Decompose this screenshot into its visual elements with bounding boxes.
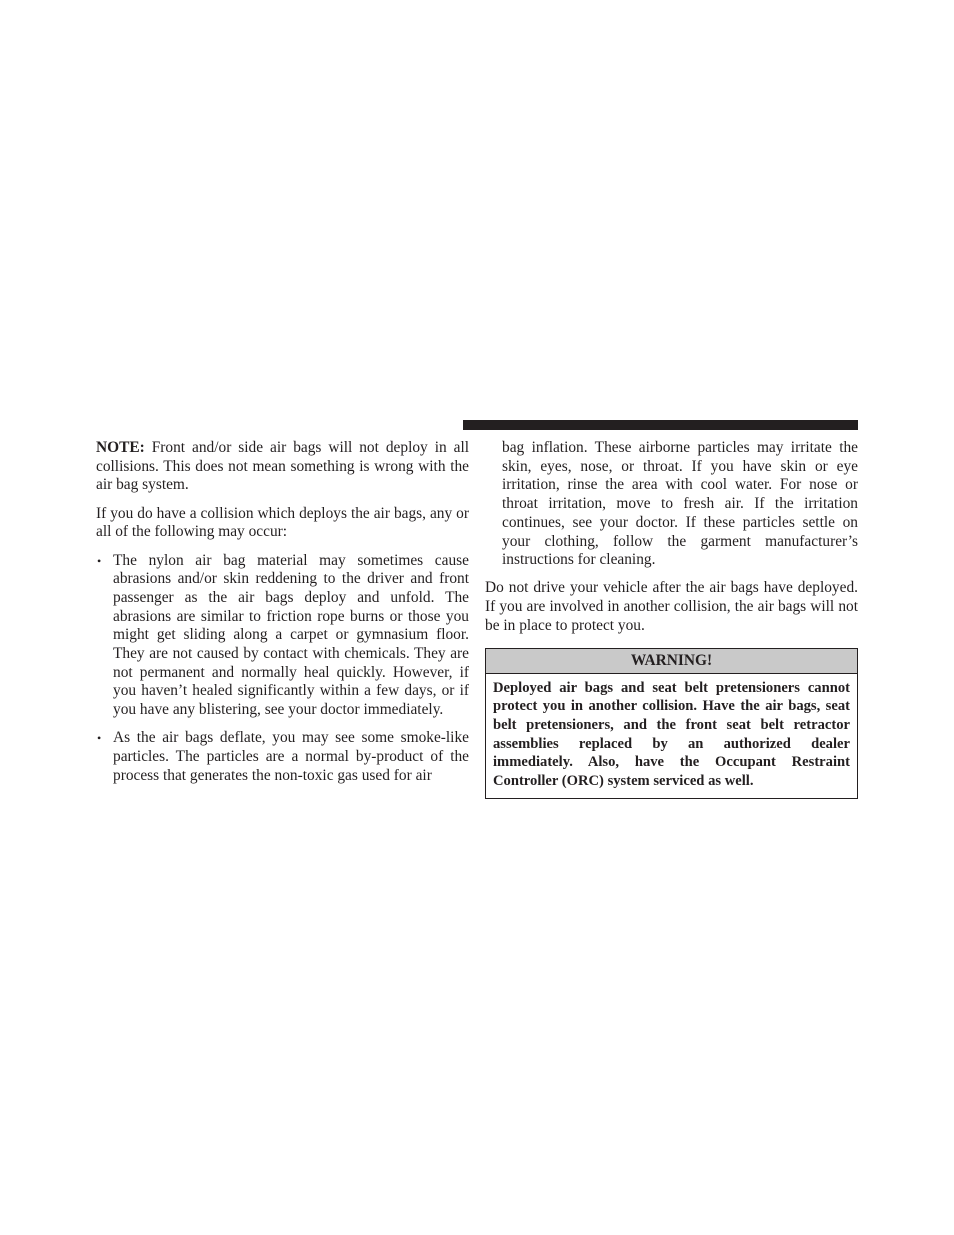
effects-list xyxy=(96,552,469,786)
section-header-bar xyxy=(463,420,858,430)
no-drive-paragraph: Do not drive your vehicle after the air bags have deployed. If you are involved in another collision, the air bags will not be in place to protect you. xyxy=(485,579,858,634)
bullet-icon: • xyxy=(97,731,102,746)
bullet-continuation: bag inflation. These airborne particles may irritate the skin, eyes, nose, or throat. If you have skin or eye irritation, rinse the area with cool water. For nose or throat irritation, move to fresh air. If the irritation continues, see your doctor. If these particles settle on your clothing, follow the garment manufacturer’s instructions for cleaning. xyxy=(502,439,858,569)
intro-paragraph: If you do have a collision which deploys the air bags, any or all of the following may occur: xyxy=(96,504,469,541)
warning-body: Deployed air bags and seat belt pretensioners cannot protect you in another collision. Have the air bags, seat belt pretensioners, and the front seat belt retractor assemblies replaced by an authorized dealer immediately. Also, have the Occupant Restraint Controller (ORC) system serviced as well. xyxy=(493,679,850,790)
warning-box xyxy=(485,648,858,799)
list-item-text: As the air bags deflate, you may see some smoke-like particles. The particles are a normal by-product of the process that generates the non-toxic gas used for air xyxy=(113,729,469,784)
list-item xyxy=(96,729,469,785)
left-column xyxy=(96,439,469,795)
warning-title: WARNING! xyxy=(486,649,857,674)
list-item xyxy=(96,552,469,720)
note-label: NOTE: xyxy=(96,439,145,456)
note-text: Front and/or side air bags will not deploy in all collisions. This does not mean something is wrong with the air bag system. xyxy=(96,439,469,494)
note-paragraph xyxy=(96,439,469,495)
bullet-icon: • xyxy=(97,553,102,568)
list-item-text: The nylon air bag material may sometimes cause abrasions and/or skin reddening to the driver and front passenger as the air bags deploy and unfold. The abrasions are similar to friction rope burns or those you might get sliding along a carpet or gymnasium floor. They are not caused by contact with chemicals. They are not permanent and normally heal quickly. However, if you haven’t healed significantly within a few days, or if you have any blistering, see your doctor immediately. xyxy=(113,551,469,719)
right-column xyxy=(485,439,858,799)
